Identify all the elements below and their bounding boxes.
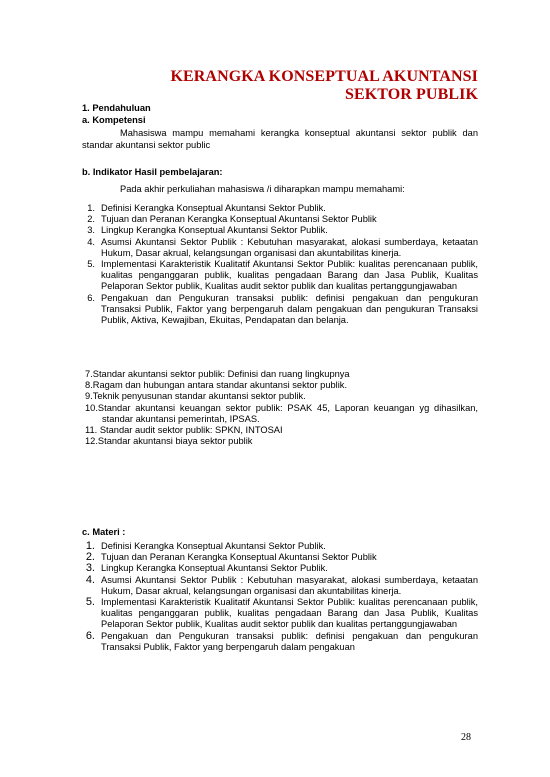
list-number: 3. bbox=[85, 562, 95, 575]
list-number: 6. bbox=[85, 629, 95, 642]
section-heading-pendahuluan: 1. Pendahuluan bbox=[82, 103, 151, 113]
list-item bbox=[82, 575, 478, 597]
list-number: 6. bbox=[87, 292, 95, 303]
list-number: 4. bbox=[85, 573, 95, 586]
page-number: 28 bbox=[461, 732, 471, 743]
list-item-text: Asumsi Akuntansi Sektor Publik : Kebutuhan masyarakat, alokasi sumberdaya, ketaatan Hukum, Dasar akrual, kelangsungan organisasi dan akuntabilitas kinerja. bbox=[101, 236, 478, 258]
list-item-text: Definisi Kerangka Konseptual Akuntansi Sektor Publik. bbox=[101, 203, 326, 213]
list-number: 4. bbox=[87, 236, 95, 247]
list-item-text: Implementasi Karakteristik Kualitatif Akuntansi Sektor Publik: kualitas perencanaan publik, kualitas penganggaran publik, kualitas pengadaan Barang dan Jasa Publik, Kualitas Pelaporan Sektor publik, Kualitas audit sektor publik dan kualitas pertanggungjawaban bbox=[101, 597, 478, 630]
list-item: 12.Standar akuntansi biaya sektor publik bbox=[85, 436, 253, 447]
list-item bbox=[82, 631, 478, 653]
list-item: 11. Standar audit sektor publik: SPKN, INTOSAI bbox=[85, 425, 283, 436]
section-heading-materi: c. Materi : bbox=[82, 527, 126, 537]
list-item bbox=[82, 259, 478, 293]
list-number: 1. bbox=[85, 540, 95, 552]
section-heading-indikator: b. Indikator Hasil pembelajaran: bbox=[82, 167, 223, 177]
list-item bbox=[82, 214, 478, 225]
list-item-text: Asumsi Akuntansi Sektor Publik : Kebutuhan masyarakat, alokasi sumberdaya, ketaatan Hukum, Dasar akrual, kelangsungan organisasi dan akuntabilitas kinerja. bbox=[101, 574, 478, 596]
list-item bbox=[82, 563, 478, 574]
indikator-list bbox=[82, 203, 478, 326]
list-item bbox=[82, 225, 478, 236]
list-item: 8.Ragam dan hubungan antara standar akuntansi sektor publik. bbox=[85, 380, 348, 391]
list-item-text: Pengakuan dan Pengukuran transaksi publik: definisi pengakuan dan pengukuran Transaksi Publik, Faktor yang berpengaruh dalam pengakuan dan pengukuran Transaksi Publik, Aktiva, Kewajiban, Ekuitas, Pendapatan dan belanja. bbox=[101, 292, 478, 326]
kompetensi-text: Mahasiswa mampu memahami kerangka konseptual akuntansi sektor publik dan standar akuntansi sektor public bbox=[82, 128, 478, 150]
section-heading-kompetensi: a. Kompetensi bbox=[82, 115, 146, 125]
list-item bbox=[82, 597, 478, 631]
list-number: 2. bbox=[85, 551, 95, 564]
indikator-list-continued bbox=[82, 369, 478, 447]
indikator-intro-paragraph bbox=[82, 183, 478, 195]
list-number: 5. bbox=[87, 259, 95, 270]
list-item bbox=[82, 552, 478, 563]
title-line-1: KERANGKA KONSEPTUAL AKUNTANSI bbox=[170, 68, 478, 85]
document-title bbox=[170, 68, 478, 104]
list-item: 10.Standar akuntansi keuangan sektor publik: PSAK 45, Laporan keuangan yg dihasilkan, standar akuntansi pemerintah, IPSAS. bbox=[85, 402, 478, 424]
list-item-text: Definisi Kerangka Konseptual Akuntansi Sektor Publik. bbox=[101, 541, 326, 551]
list-number: 1. bbox=[87, 203, 95, 213]
list-item-text: Pengakuan dan Pengukuran transaksi publik: definisi pengakuan dan pengukuran Transaksi Publik, Faktor yang berpengaruh dalam pengakuan bbox=[101, 630, 478, 652]
list-number: 3. bbox=[87, 225, 95, 236]
list-item-text: Tujuan dan Peranan Kerangka Konseptual Akuntansi Sektor Publik bbox=[101, 552, 377, 563]
list-item bbox=[82, 293, 478, 327]
list-item-text: Implementasi Karakteristik Kualitatif Akuntansi Sektor Publik: kualitas perencanaan publik, kualitas penganggaran publik, kualitas pengadaan Barang dan Jasa Publik, Kualitas Pelaporan Sektor publik, Kualitas audit sektor publik dan kualitas pertanggungjawaban bbox=[101, 259, 478, 292]
list-item bbox=[82, 203, 478, 214]
list-number: 2. bbox=[87, 214, 95, 225]
title-line-2: SEKTOR PUBLIK bbox=[344, 86, 478, 103]
list-item bbox=[82, 237, 478, 259]
list-item-text: Lingkup Kerangka Konseptual Akuntansi Sektor Publik. bbox=[101, 563, 328, 574]
list-item: 7.Standar akuntansi sektor publik: Definisi dan ruang lingkupnya bbox=[85, 369, 350, 379]
list-item: 9.Teknik penyusunan standar akuntansi sektor publik. bbox=[85, 391, 306, 402]
kompetensi-paragraph bbox=[82, 127, 478, 151]
indikator-intro-text: Pada akhir perkuliahan mahasiswa /i diharapkan mampu memahami: bbox=[120, 184, 405, 194]
list-number: 5. bbox=[85, 596, 95, 609]
list-item-text: Lingkup Kerangka Konseptual Akuntansi Sektor Publik. bbox=[101, 225, 328, 236]
list-item-text: Tujuan dan Peranan Kerangka Konseptual Akuntansi Sektor Publik bbox=[101, 214, 377, 225]
list-item bbox=[82, 541, 478, 552]
materi-list bbox=[82, 541, 478, 653]
